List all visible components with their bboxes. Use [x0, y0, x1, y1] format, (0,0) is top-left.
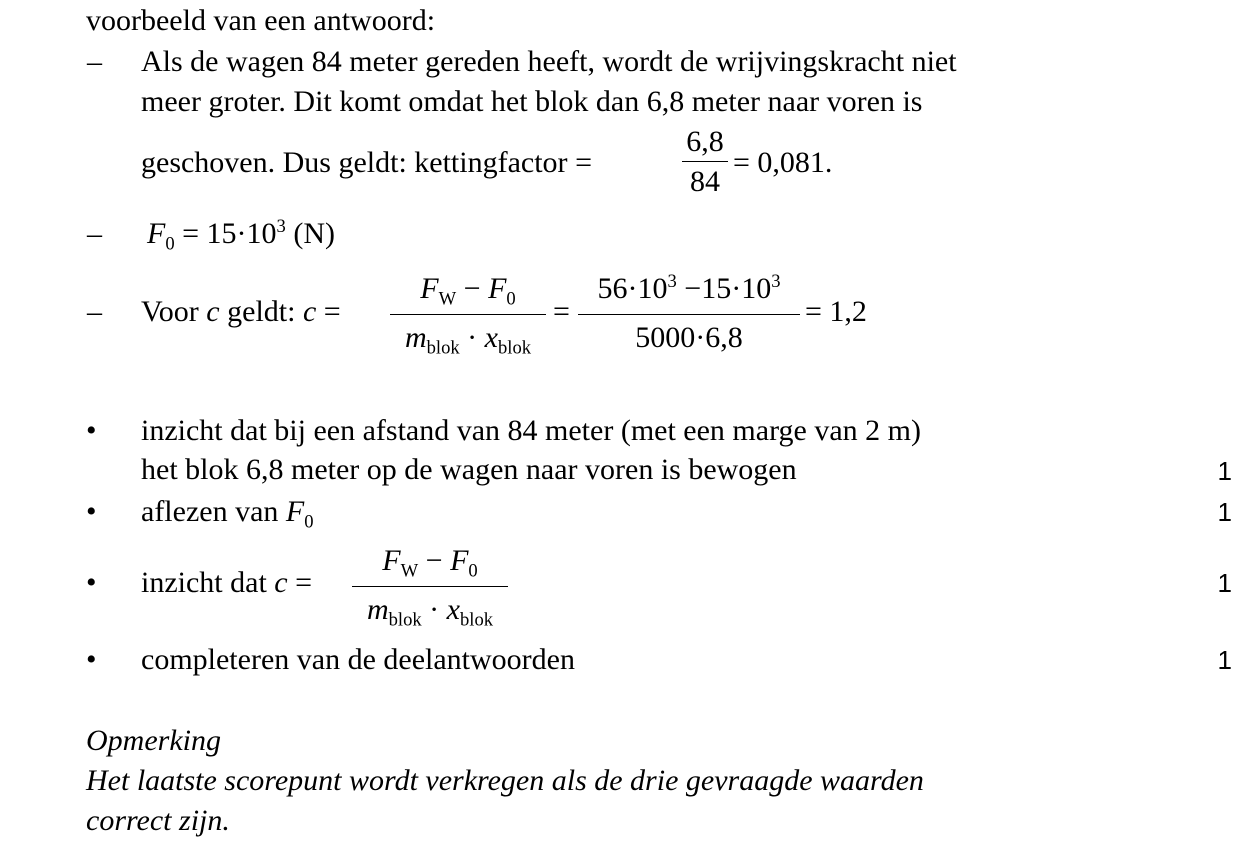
dash-marker: –	[87, 45, 102, 78]
f0-unit: (N)	[293, 217, 335, 250]
fw-var: F	[382, 544, 401, 577]
f0-var: F	[147, 217, 166, 250]
x-var: x	[484, 321, 498, 354]
c-eq: =	[323, 295, 341, 328]
f0-var: F	[285, 495, 305, 528]
num2-exp1: 3	[667, 270, 677, 292]
kettingfactor-label: kettingfactor	[414, 146, 568, 179]
criterion-3-text: inzicht dat	[141, 566, 275, 599]
criterion-1-line-2: het blok 6,8 meter op de wagen naar voren is bewogen	[141, 453, 797, 486]
f0-sub: 0	[165, 233, 175, 255]
criterion-4-points: 1	[1217, 645, 1232, 675]
c-text: Voor	[141, 295, 207, 328]
num2-exp2: 3	[771, 270, 781, 292]
m-sub: blok	[426, 337, 460, 359]
criterion-2	[141, 495, 314, 533]
dot-sign: ·	[421, 593, 447, 626]
c-var2: c	[302, 295, 317, 328]
note-line-1: Het laatste scorepunt wordt verkregen als de drie gevraagde waarden	[86, 764, 924, 797]
criterion-3-denominator	[352, 593, 508, 631]
criterion-3-fraction	[352, 544, 508, 631]
c-var: c	[274, 566, 288, 599]
kettingfactor-numerator: 6,8	[686, 125, 724, 158]
criterion-3-points: 1	[1217, 568, 1232, 598]
bullet-marker: •	[86, 643, 97, 676]
m-var: m	[366, 593, 389, 626]
c-text2: geldt:	[219, 295, 303, 328]
bullet-marker: •	[86, 414, 97, 447]
f0-var: F	[450, 544, 469, 577]
minus-sign: −	[456, 272, 489, 305]
f0-exp: 3	[276, 215, 286, 237]
minus-sign: −	[418, 544, 451, 577]
num2-a: 56·10	[597, 272, 668, 305]
m-sub: blok	[388, 609, 422, 631]
bullet-marker: •	[86, 566, 97, 599]
answer-line-3: geschoven. Dus geldt: kettingfactor =	[141, 146, 592, 179]
f0-sub: 0	[468, 560, 478, 582]
answer-line-2: meer groter. Dit komt omdat het blok dan 6,8 meter naar voren is	[141, 85, 923, 118]
x-var: x	[446, 593, 460, 626]
f0-sub: 0	[304, 511, 314, 533]
fw-var: F	[420, 272, 439, 305]
c-var: c	[206, 295, 220, 328]
c-value-denominator: 5000·6,8	[635, 321, 743, 354]
fraction-bar	[578, 314, 800, 315]
num2-b: −15·10	[676, 272, 772, 305]
c-value-numerator	[578, 270, 800, 305]
criterion-1-line-1: inzicht dat bij een afstand van 84 meter (met een marge van 2 m)	[141, 414, 921, 447]
c-result: = 1,2	[805, 295, 867, 328]
answer-line-3-text: geschoven. Dus geldt:	[141, 146, 415, 179]
criterion-2-text: aflezen van	[141, 495, 286, 528]
f0-equation	[147, 215, 335, 255]
f0-var: F	[488, 272, 507, 305]
fraction-bar	[390, 314, 546, 315]
criterion-4: completeren van de deelantwoorden	[141, 643, 575, 676]
dash-marker: –	[87, 217, 102, 250]
c-value-fraction	[578, 270, 800, 354]
criterion-3-numerator	[352, 544, 508, 582]
c-eq2: =	[553, 295, 570, 328]
note-line-2: correct zijn.	[86, 804, 230, 837]
criterion-1-points: 1	[1217, 456, 1232, 486]
c-intro	[141, 297, 341, 327]
criterion-3	[141, 568, 312, 598]
kettingfactor-fraction	[682, 127, 728, 197]
kettingfactor-denominator: 84	[690, 165, 720, 198]
f0-sub: 0	[506, 288, 516, 310]
note-heading: Opmerking	[86, 724, 221, 757]
c-formula-denominator	[390, 321, 546, 359]
fraction-bar	[682, 161, 728, 162]
criterion-2-points: 1	[1217, 497, 1232, 527]
answer-line-1: Als de wagen 84 meter gereden heeft, wordt de wrijvingskracht niet	[141, 45, 957, 78]
m-var: m	[404, 321, 427, 354]
fw-sub: W	[400, 560, 419, 582]
fraction-bar	[352, 586, 508, 587]
c-formula-numerator	[390, 272, 546, 310]
kettingfactor-result: = 0,081.	[733, 146, 833, 179]
x-sub: blok	[498, 337, 532, 359]
intro-text: voorbeeld van een antwoord:	[86, 4, 436, 37]
c-eq: =	[295, 566, 313, 599]
x-sub: blok	[460, 609, 494, 631]
bullet-marker: •	[86, 495, 97, 528]
f0-value: = 15·10	[182, 217, 277, 250]
dash-marker: –	[87, 295, 102, 328]
dot-sign: ·	[459, 321, 485, 354]
c-formula-fraction	[390, 272, 546, 359]
fw-sub: W	[438, 288, 457, 310]
